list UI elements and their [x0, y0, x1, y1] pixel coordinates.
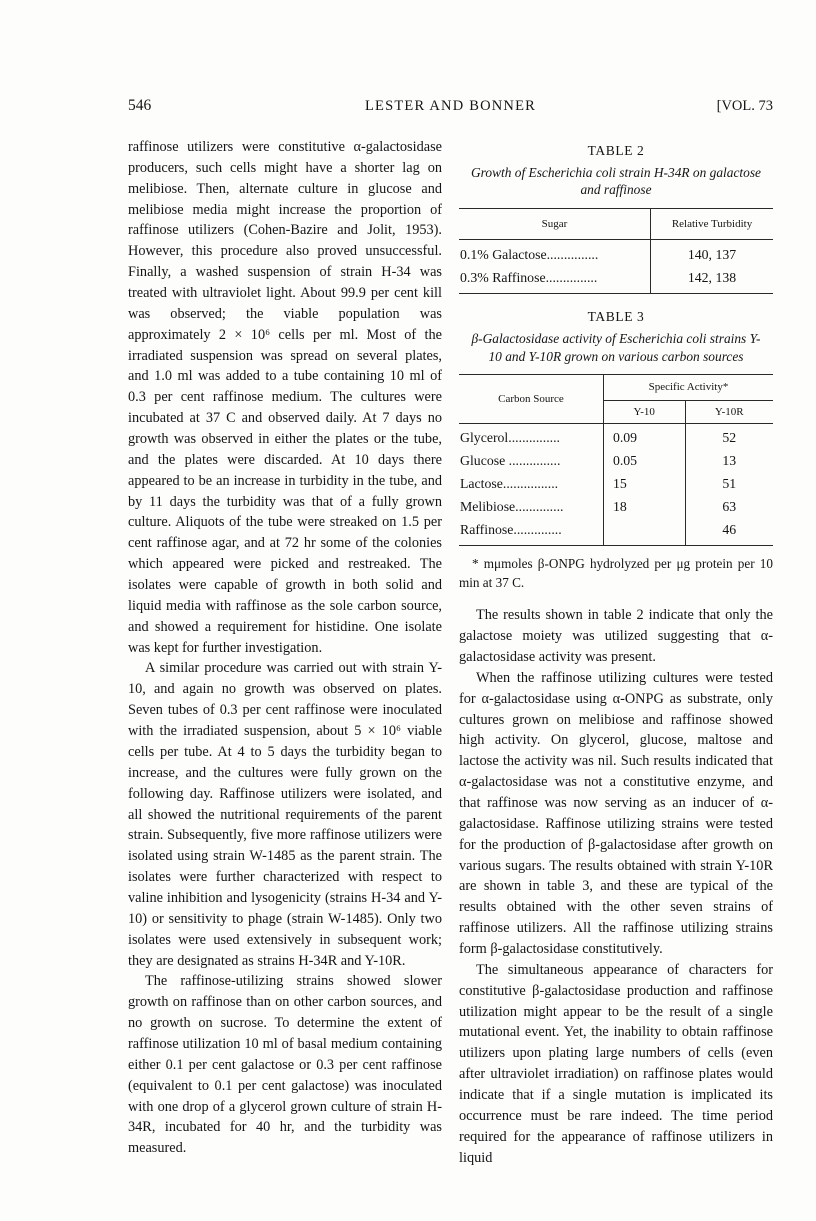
table-2: [459, 208, 773, 294]
table-3-cell-carbon: Lactose................: [459, 472, 603, 495]
table-row: [459, 472, 773, 495]
table-row: [459, 496, 773, 519]
paragraph: raffinose utilizers were constitutive α-galactosidase producers, such cells might have a shorter lag on melibiose. Then, alternate culture in glucose and melibiose media might increase the proportion of raffinose utilizers (Cohen-Bazire and Jolit, 1953). However, this procedure also proved unsuccessful. Finally, a washed suspension of strain H-34 was treated with ultraviolet light. About 99.9 per cent kill was observed; the viable population was approximately 2 × 10⁶ cells per ml. Most of the irradiated suspension was spread on several plates, and 1.0 ml was added to a tube containing 10 ml of 0.3 per cent raffinose medium. The cultures were incubated at 37 C and observed daily. At 7 days no growth was observed in either the plates or the tube, and the plates were discarded. At 10 days there appeared to be an increase in turbidity in the tube, and by 11 days the turbidity was that of a fully grown culture. Aliquots of the tube were streaked on 1.5 per cent raffinose agar, and at 72 hr some of the colonies which appeared were picked and restreaked. The isolates were capable of growth in both solid and liquid media with raffinose as the sole carbon source, and showed a requirement for histidine. One isolate was kept for further investigation.: [128, 139, 442, 656]
paragraph: The results shown in table 2 indicate that only the galactose moiety was utilized suggesting that α-galactosidase activity was present.: [459, 607, 773, 665]
two-column-body: [128, 137, 773, 1168]
table-3-cell-y10r: 52: [722, 429, 737, 445]
volume-label: [VOL. 73: [716, 98, 773, 114]
table-2-header-row: [459, 209, 773, 240]
table-2-cell-sugar: 0.3% Raffinose...............: [459, 267, 651, 294]
table-3-header-carbon-source: Carbon Source: [459, 375, 603, 423]
table-3-label: TABLE 3: [587, 309, 645, 325]
table-2-header-turbidity: Relative Turbidity: [651, 209, 773, 240]
table-3-subheader-y10: Y-10: [603, 400, 685, 423]
table-3-cell-y10r: 51: [722, 475, 737, 491]
table-3-cell-y10: 15: [603, 472, 685, 495]
table-row: [459, 267, 773, 294]
table-3-cell-carbon: Melibiose..............: [459, 496, 603, 519]
table-3-cell-y10r: 46: [722, 522, 737, 538]
table-3-header-row-1: [459, 375, 773, 400]
table-3-block: [459, 307, 773, 592]
table-2-label: TABLE 2: [587, 143, 645, 158]
table-3-cell-y10: 0.09: [603, 423, 685, 449]
page-header: [128, 97, 773, 115]
page-content: [128, 97, 773, 1168]
paragraph: The raffinose-utilizing strains showed slower growth on raffinose than on other carbon sources, and no growth on sucrose. To determine the extent of raffinose utilization 10 ml of basal medium containing either 0.1 per cent galactose or 0.3 per cent raffinose (equivalent to 0.1 per cent galactose) was inoculated with one drop of a glycerol grown culture of strain H-34R, incubated for 40 hr, and the turbidity was measured.: [128, 973, 442, 1157]
table-3-header-specific-activity: Specific Activity*: [603, 375, 773, 400]
table-3-cell-y10r: 63: [722, 499, 737, 514]
table-2-block: [459, 141, 773, 294]
table-2-cell-value: 140, 137: [687, 247, 737, 263]
table-2-header-sugar: Sugar: [459, 209, 651, 240]
table-3-footnote: * mμmoles β-ONPG hydrolyzed per μg protein per 10 min at 37 C.: [459, 556, 773, 590]
table-row: [459, 449, 773, 472]
table-3-cell-carbon: Raffinose..............: [459, 519, 603, 546]
right-column: [459, 137, 773, 1168]
table-2-cell-value: 142, 138: [687, 270, 737, 286]
table-3-cell-y10: [603, 519, 685, 546]
table-3-cell-y10: 0.05: [603, 449, 685, 472]
table-3: [459, 374, 773, 546]
paragraph: The simultaneous appearance of characters for constitutive β-galactosidase production and raffinose utilization might appear to be the result of a single mutational event. Yet, the inability to obtain raffinose utilizers upon plating large numbers of cells (even after ultraviolet irradiation) on raffinose plates would indicate that if a single mutation is implicated its occurrence must be rare indeed. The time period required for the appearance of raffinose utilizers in liquid: [459, 961, 773, 1166]
table-3-caption: β-Galactosidase activity of Escherichia coli strains Y-10 and Y-10R grown on various carbon sources: [471, 331, 761, 364]
table-2-cell-sugar: 0.1% Galactose...............: [459, 240, 651, 267]
table-3-cell-carbon: Glucose ...............: [459, 449, 603, 472]
table-3-cell-carbon: Glycerol...............: [459, 423, 603, 449]
table-3-subheader-y10r: Y-10R: [685, 400, 773, 423]
paragraph: When the raffinose utilizing cultures were tested for α-galactosidase using α-ONPG as substrate, only cultures grown on melibiose and raffinose showed high activity. On glycerol, glucose, maltose and lactose the activity was nil. Such results indicated that α-galactosidase was not a constitutive enzyme, and that raffinose was now serving as an inducer of α-galactosidase. Raffinose utilizing strains were tested for the production of β-galactosidase after growth on various sugars. The results obtained with strain Y-10R are shown in table 3, and these are typical of the results obtained with the other seven strains of raffinose utilizers. All the raffinose utilizing strains form β-galactosidase constitutively.: [459, 669, 773, 957]
table-row: [459, 240, 773, 267]
table-row: [459, 519, 773, 546]
left-column: [128, 137, 442, 1168]
paragraph: A similar procedure was carried out with strain Y-10, and again no growth was observed on plates. Seven tubes of 0.3 per cent raffinose were inoculated with the irradiated suspension, about 5 × 10⁶ viable cells per tube. At 4 to 5 days the turbidity began to increase, and the cultures were fully grown on the following day. Raffinose utilizers were isolated, and all showed the nutritional requirements of the parent strain. Subsequently, five more raffinose utilizers were isolated using strain W-1485 as the parent strain. The isolates were further characterized with respect to valine inhibition and lysogenicity (strains H-34 and Y-10) or sensitivity to phage (strain W-1485). Only two isolates were used extensively in subsequent work; they are designated as strains H-34R and Y-10R.: [128, 660, 442, 969]
running-title: LESTER AND BONNER: [364, 98, 537, 114]
table-2-caption: Growth of Escherichia coli strain H-34R on galactose and raffinose: [471, 164, 761, 198]
page-number: 546: [128, 97, 152, 114]
table-3-cell-y10: 18: [603, 496, 685, 519]
table-3-cell-y10r: 13: [722, 452, 737, 468]
table-row: [459, 423, 773, 449]
